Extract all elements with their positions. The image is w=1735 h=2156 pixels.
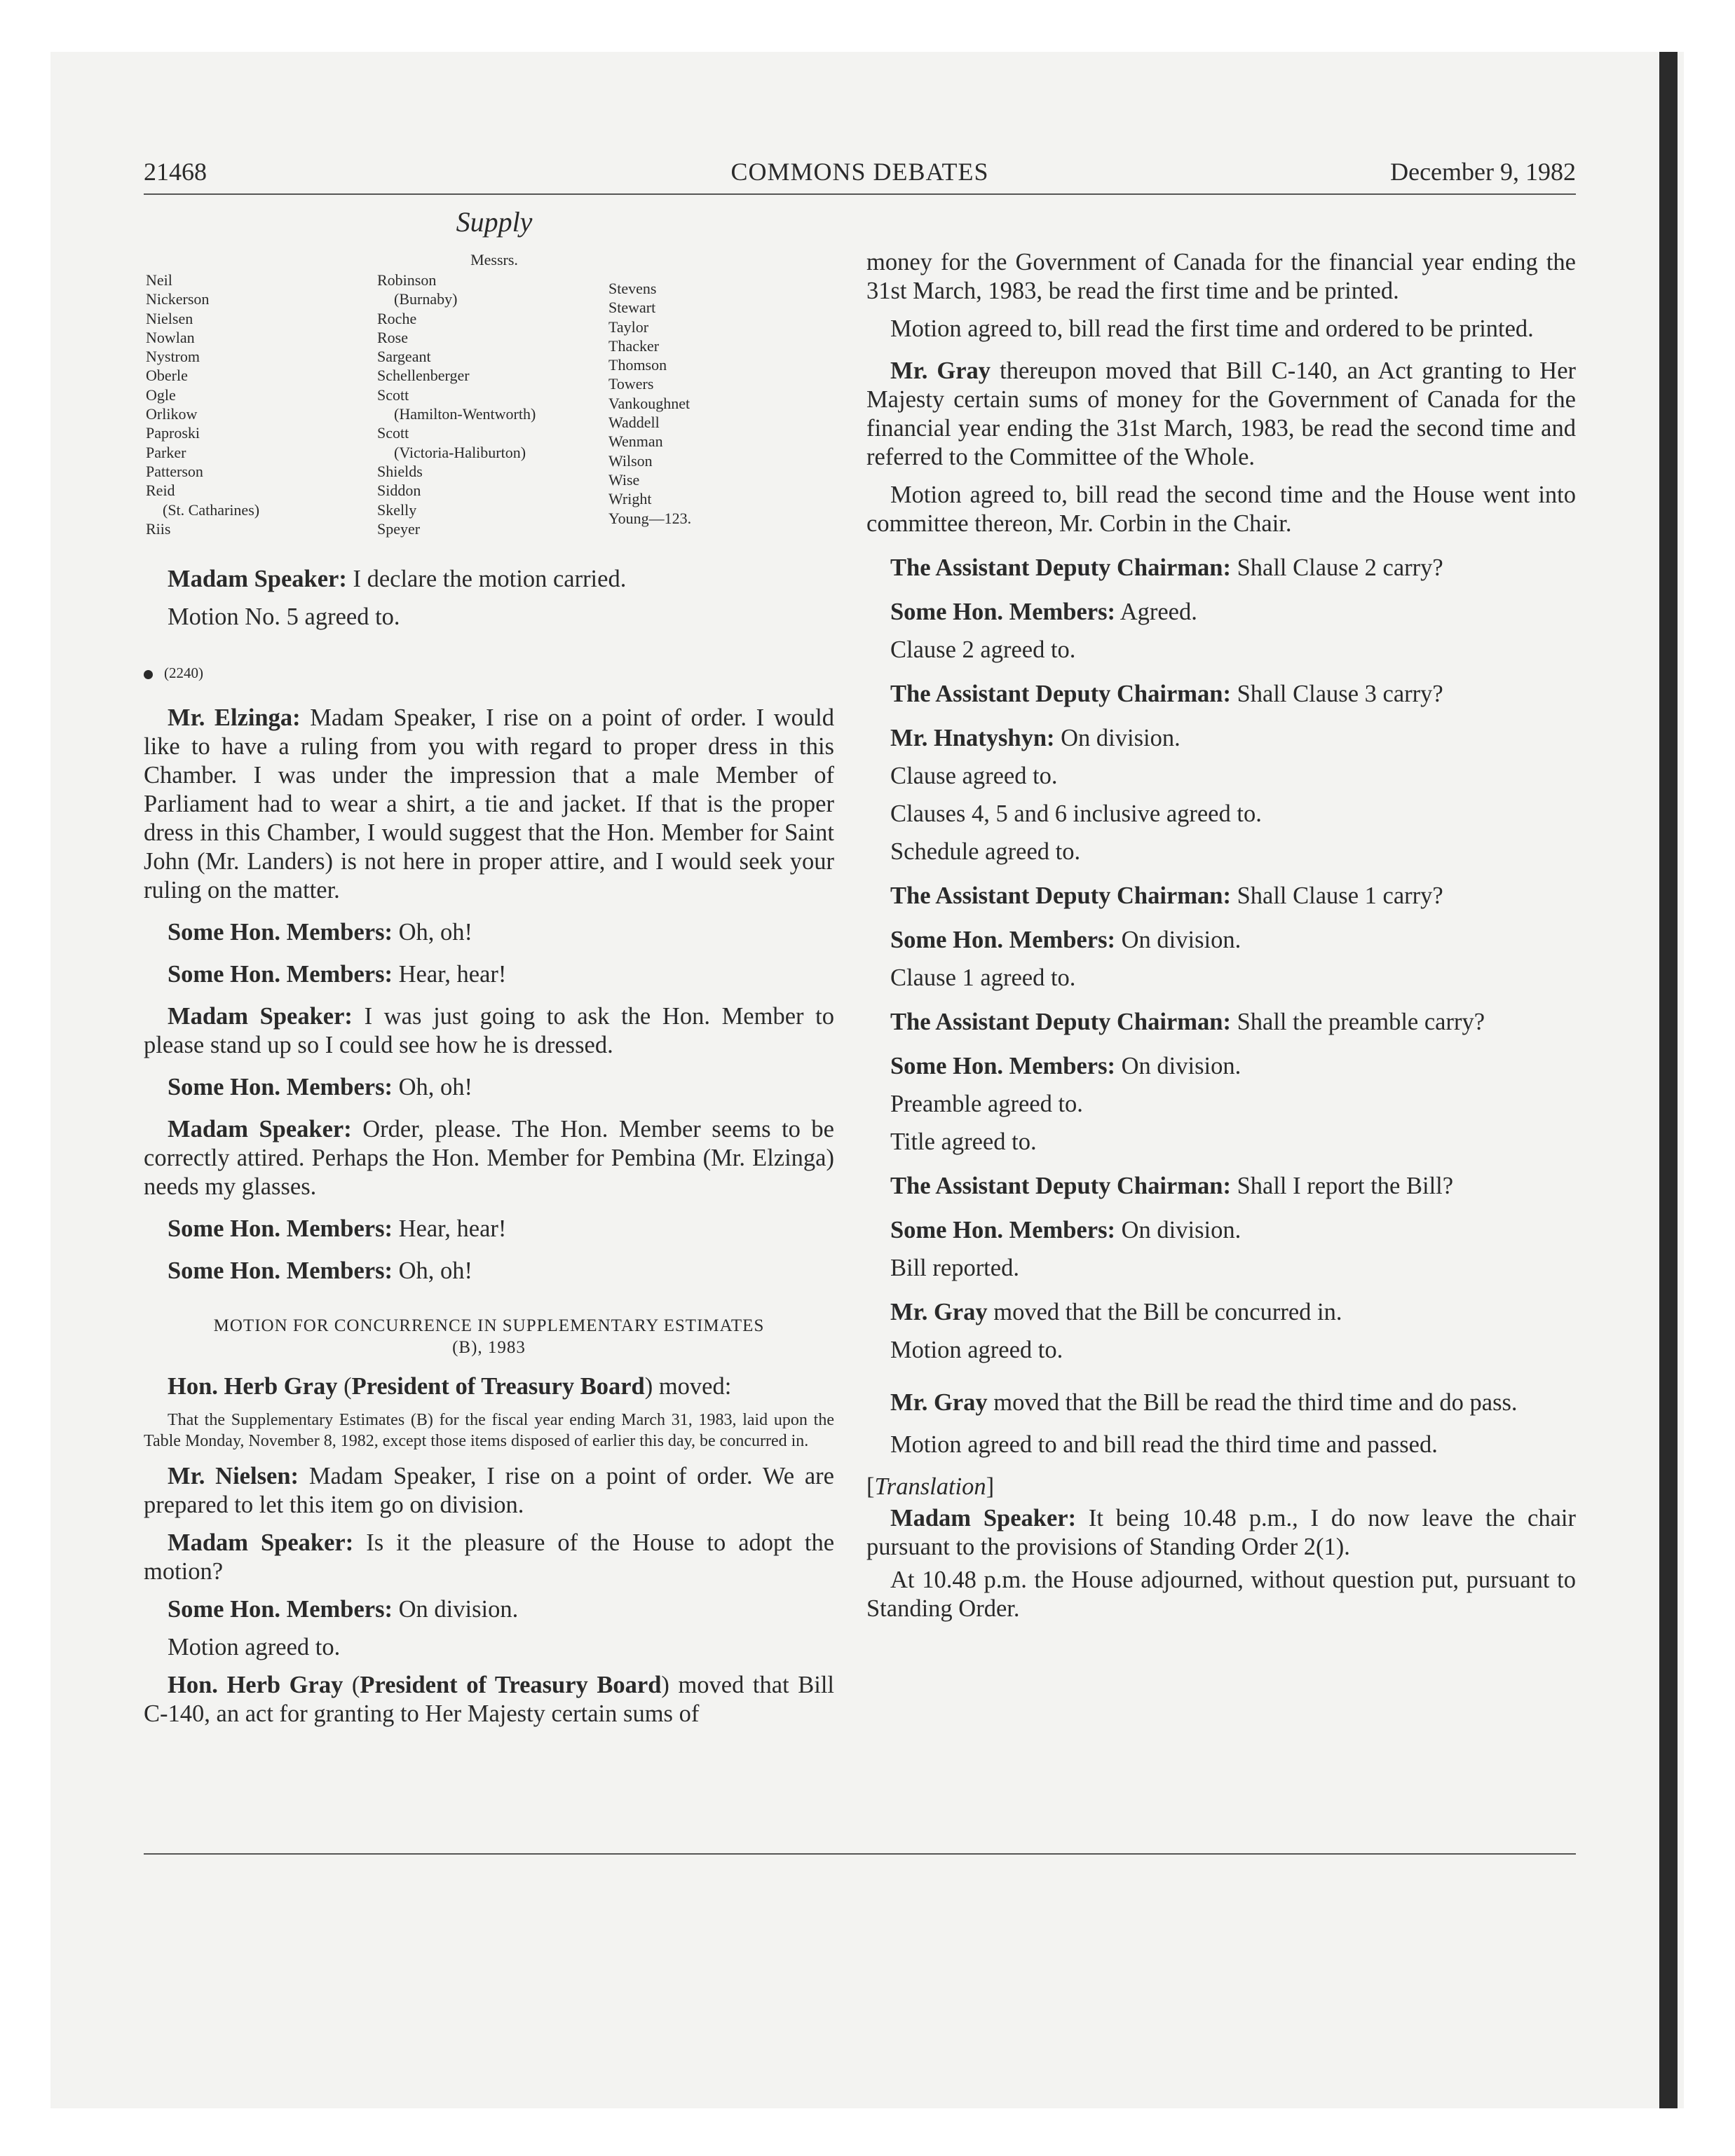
name-entry: Vankoughnet [608,394,690,412]
paragraph [866,926,1576,955]
paragraph [866,1172,1576,1201]
speaker-name: Some Hon. Members: [890,927,1115,953]
speech-text: I was just going to ask the Hon. Member to please stand up so I could see how he is dressed. [144,1003,835,1058]
speech-text: Shall the preamble carry? [1230,1009,1485,1035]
name-entry: Scott [377,386,409,404]
speech-text: It being 10.48 p.m., I do now leave the chair pursuant to the provisions of Standing Order 2(1). [866,1505,1576,1560]
speech-text: I declare the motion carried. [346,566,627,592]
speaker-name: Mr. Gray [890,1389,988,1416]
name-entry: Sargeant [377,348,431,366]
speaker-name: Some Hon. Members: [168,919,393,946]
speech-text: Oh, oh! [392,1257,473,1284]
paragraph [866,1298,1576,1327]
paragraph: Title agreed to. [890,1128,1037,1155]
paragraph [144,1372,834,1401]
speaker-name: The Assistant Deputy Chairman: [890,1173,1231,1199]
name-entry: Patterson [146,462,203,480]
name-entry: Nowlan [146,328,195,346]
speech-text: Shall Clause 3 carry? [1230,681,1443,707]
name-entry: Stewart [608,299,656,317]
speech-text: moved that the Bill be read the third time and do pass. [987,1389,1518,1416]
speaker-name: The Assistant Deputy Chairman: [890,681,1231,707]
name-entry: Skelly [377,500,417,519]
paragraph [144,918,834,947]
speech-text: ( [337,1373,352,1400]
translation-label: Translation [874,1473,986,1500]
speech-text: moved that the Bill be concurred in. [987,1299,1342,1325]
speech-text: Shall Clause 1 carry? [1230,882,1443,909]
speaker-name: Some Hon. Members: [168,1215,393,1242]
speech-text: Madam Speaker, I rise on a point of order. We are prepared to let this item go on division. [144,1463,834,1518]
speech-text: Madam Speaker, I rise on a point of order. I would like to have a ruling from you with regard to proper dress in this Chamber. I was under the impression that a male Member of Parliament had to wear a shirt, a tie and jacket. If that is the proper dress in this Chamber, I would suggest that the Hon. Member for Saint John (Mr. Landers) is not here in proper attire, and I would seek your ruling on the matter. [144,704,834,903]
paragraph: Schedule agreed to. [890,838,1081,865]
paragraph [866,1216,1576,1245]
paragraph: Bill reported. [890,1255,1019,1281]
paragraph [866,1389,1576,1417]
speaker-name: Mr. Hnatyshyn: [890,725,1055,751]
name-entry: Scott [377,424,409,442]
paragraph [144,1115,834,1201]
speaker-name: The Assistant Deputy Chairman: [890,554,1231,581]
name-entry: Wenman [608,432,663,451]
speech-text: On division. [1115,927,1241,953]
paragraph: Motion agreed to. [890,1337,1063,1363]
speaker-title: President of Treasury Board [351,1373,645,1400]
speaker-name: Mr. Gray [890,1299,988,1325]
speaker-name: Mr. Gray [890,357,991,384]
name-entry: (Victoria-Haliburton) [394,443,526,461]
speech-text: thereupon moved that Bill C-140, an Act granting to Her Majesty certain sums of money for the Government of Canada for the financial year ending the 31st March, 1983, be read the second time and referred to the Committee of the Whole. [866,357,1577,470]
paragraph [866,554,1576,582]
name-entry: Speyer [377,519,421,538]
speech-text: ) moved: [644,1373,732,1400]
section-heading-line: (B), 1983 [452,1338,526,1357]
paragraph: Clause agreed to. [890,763,1058,789]
speech-text: Is it the pleasure of the House to adopt the motion? [144,1529,835,1585]
name-entry: Wright [608,490,652,508]
scan-edge-bar [1659,52,1678,2108]
speech-text: Hear, hear! [392,1215,507,1242]
messrs-label: Messrs. [470,251,518,268]
paragraph: Clause 1 agreed to. [890,964,1076,991]
translation-marker: [Translation] [866,1473,995,1500]
left-column-main [144,704,834,1728]
publication-title: COMMONS DEBATES [730,158,989,186]
speaker-name: Some Hon. Members: [890,1053,1115,1079]
speaker-name: Some Hon. Members: [168,1596,393,1623]
speaker-name: Madam Speaker: [168,1003,353,1030]
paragraph: Preamble agreed to. [890,1091,1083,1117]
speech-text: On division. [1115,1053,1241,1079]
time-marker [144,664,203,682]
name-entry: Paproski [146,424,200,442]
paragraph [866,680,1576,709]
name-entry: Nickerson [146,290,210,308]
paragraph: Motion agreed to and bill read the third time and passed. [890,1431,1438,1458]
paragraph [144,1462,834,1520]
names-column-2 [377,271,536,538]
speaker-name: Mr. Elzinga: [168,704,301,731]
name-entry: Orlikow [146,405,198,423]
paragraph [144,1257,834,1285]
paragraph [144,1529,834,1586]
speech-text: ) moved that Bill C-140, an act for granting to Her Majesty certain sums of [144,1672,834,1727]
names-column-1 [146,271,259,538]
speaker-title: President of Treasury Board [360,1672,662,1698]
name-entry: Thacker [608,336,660,355]
name-entry: Ogle [146,386,176,404]
page-number: 21468 [144,158,207,186]
name-entry: Neil [146,271,172,289]
paragraph [144,1215,834,1243]
name-entry: Reid [146,482,175,500]
speech-text: Shall Clause 2 carry? [1230,554,1443,581]
name-entry: Stevens [608,280,657,297]
bullet-dot-icon [144,670,153,679]
name-entry: Parker [146,443,186,461]
name-entry: Roche [377,309,417,327]
paragraph [144,960,834,989]
name-entry: Waddell [608,414,660,432]
bottom-rule [144,1853,1576,1855]
name-entry: (St. Catharines) [163,500,260,519]
name-entry: (Hamilton-Wentworth) [394,405,536,423]
left-column-upper [144,565,834,632]
speech-text: On division. [392,1596,519,1623]
paragraph: Clauses 4, 5 and 6 inclusive agreed to. [890,800,1262,827]
speaker-name: Some Hon. Members: [890,1217,1115,1243]
name-entry: Nielsen [146,309,193,327]
speaker-name: Madam Speaker: [168,1116,352,1142]
section-title: Supply [456,206,533,238]
speaker-name: Some Hon. Members: [890,599,1115,625]
paragraph: At 10.48 p.m. the House adjourned, without question put, pursuant to Standing Order. [866,1567,1576,1622]
speaker-name: The Assistant Deputy Chairman: [890,1009,1231,1035]
name-entry: Taylor [608,318,649,336]
paragraph: Motion agreed to, bill read the second time and the House went into committee thereon, Mr. Corbin in the Chair. [866,482,1576,537]
speech-text: Agreed. [1115,599,1197,625]
page-header [144,157,1576,195]
speaker-name: Some Hon. Members: [168,1074,393,1100]
name-entry: Nystrom [146,348,200,366]
name-entry: Wise [608,470,640,489]
paragraph: Motion agreed to. [168,1634,341,1660]
speech-text: Oh, oh! [392,1074,473,1100]
speaker-name: Madam Speaker: [168,1529,354,1556]
right-column [866,248,1576,1623]
speech-text: Oh, oh! [392,919,473,946]
speaker-name: Hon. Herb Gray [168,1373,338,1400]
paragraph: Motion No. 5 agreed to. [168,603,400,630]
paragraph [866,1504,1576,1562]
speech-text: Order, please. The Hon. Member seems to be correctly attired. Perhaps the Hon. Member for Pembina (Mr. Elzinga) needs my glasses. [144,1116,834,1200]
motion-text: That the Supplementary Estimates (B) for the fiscal year ending March 31, 1983, laid upon the Table Monday, November 8, 1982, except those items disposed of earlier this day, be concurred in. [144,1411,834,1450]
paragraph [144,1073,834,1102]
paragraph [866,598,1576,627]
paragraph: Clause 2 agreed to. [890,636,1076,663]
speech-text: On division. [1115,1217,1241,1243]
speaker-name: Madam Speaker: [168,566,347,592]
name-entry: Wilson [608,451,653,470]
header-date: December 9, 1982 [1390,158,1576,186]
paragraph [144,1671,834,1728]
name-entry: Thomson [608,356,667,374]
speaker-name: The Assistant Deputy Chairman: [890,882,1231,909]
paragraph [866,1008,1576,1037]
paragraph [144,565,834,594]
paragraph [866,882,1576,910]
time-marker-text: (2240) [164,664,203,681]
speaker-name: Some Hon. Members: [168,1257,393,1284]
name-entry: Shields [377,462,423,480]
section-heading [144,1315,834,1358]
speaker-name: Hon. Herb Gray [168,1672,343,1698]
speech-text: On division. [1054,725,1181,751]
name-entry: Siddon [377,482,421,500]
paragraph: Motion agreed to, bill read the first time and ordered to be printed. [890,315,1534,342]
speaker-name: Some Hon. Members: [168,961,393,988]
paragraph [866,357,1576,472]
name-entry: Schellenberger [377,367,470,385]
name-entry: Riis [146,519,171,538]
speaker-name: Madam Speaker: [890,1505,1077,1531]
paragraph [144,1595,834,1624]
name-entry: Towers [608,375,654,393]
name-entry: Robinson [377,271,437,289]
speech-text: Shall I report the Bill? [1230,1173,1454,1199]
name-entry: Rose [377,328,408,346]
names-column-3 [608,279,691,528]
paragraph: money for the Government of Canada for the financial year ending the 31st March, 1983, be read the first time and be printed. [866,249,1576,304]
name-entry: Oberle [146,367,188,385]
paragraph [144,704,834,905]
speaker-name: Mr. Nielsen: [168,1463,299,1489]
paragraph [866,724,1576,753]
paragraph [144,1002,834,1060]
section-heading-line: MOTION FOR CONCURRENCE IN SUPPLEMENTARY ESTIMATES [213,1316,765,1335]
name-entry: Young—123. [608,509,692,527]
name-entry: (Burnaby) [394,290,458,308]
paragraph [866,1052,1576,1081]
speech-text: Hear, hear! [392,961,507,988]
speech-text: ( [343,1672,360,1698]
